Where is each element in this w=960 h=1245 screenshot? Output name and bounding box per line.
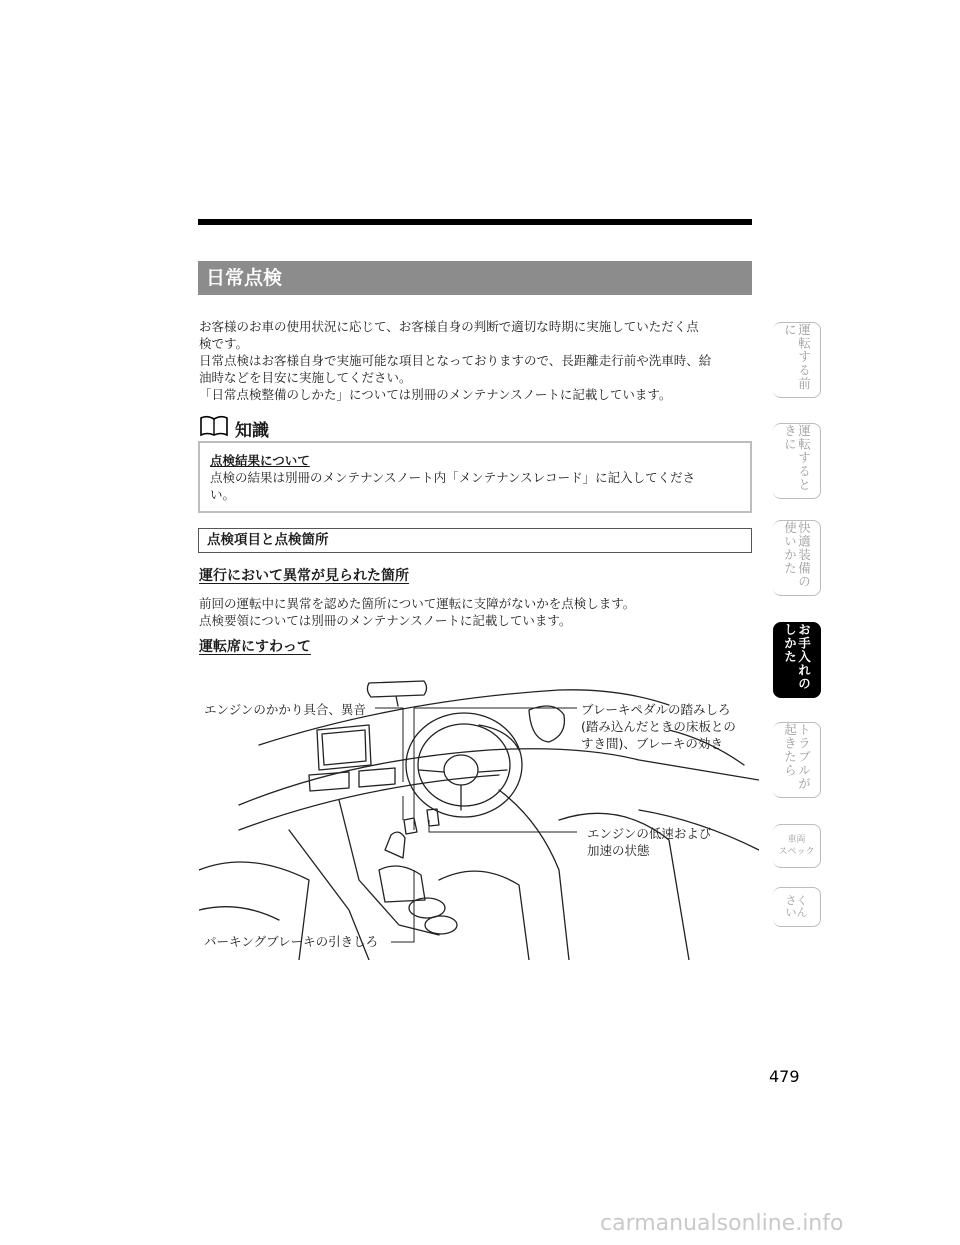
side-tab-before-driving[interactable] <box>773 322 821 398</box>
abnormal-line: 点検要領については別冊のメンテナンスノートに記載しています。 <box>199 613 572 628</box>
side-tab-label: 運転する前に <box>782 323 812 391</box>
side-tab-label: 快適装備の使いかた <box>782 521 812 589</box>
side-tab-specs[interactable] <box>773 824 821 868</box>
knowledge-heading: 点検結果について <box>210 453 310 468</box>
callout-engine-idle <box>587 825 711 859</box>
callout-parking-brake: パーキングブレーキの引きしろ <box>204 934 379 949</box>
section-title: 日常点検 <box>198 261 752 295</box>
callout-line: ブレーキペダルの踏みしろ <box>581 702 731 717</box>
side-tab-label: トラブルが起きたら <box>782 723 812 791</box>
side-tab-index[interactable] <box>773 887 821 927</box>
abnormal-line: 前回の運転中に異常を認めた箇所について運転に支障がないかを点検します。 <box>199 596 636 611</box>
intro-line: お客様のお車の使用状況に応じて、お客様自身の判断で適切な時期に実施していただく点 <box>199 319 699 334</box>
side-tab-label: 運転するときに <box>782 424 812 492</box>
knowledge-title <box>199 416 269 440</box>
side-tab-label: スペック <box>778 847 815 857</box>
side-tab-label: 車両 <box>787 835 806 845</box>
abnormal-text <box>199 595 635 629</box>
side-tab-label: さく <box>785 894 808 907</box>
callout-brake-pedal <box>581 701 736 752</box>
side-tab-maintenance[interactable] <box>773 622 821 698</box>
intro-line: 油時などを目安に実施してください。 <box>199 370 412 385</box>
top-rule <box>198 219 752 225</box>
knowledge-line: 点検の結果は別冊のメンテナンスノート内「メンテナンスレコード」に記入してくださ <box>210 470 696 485</box>
side-tab-while-driving[interactable] <box>773 423 821 499</box>
heading-driver-seat: 運転席にすわって <box>199 639 311 655</box>
side-tab-label: お手入れのしかた <box>782 623 812 691</box>
callout-line: 加速の状態 <box>587 843 650 858</box>
side-tab-index-label <box>786 895 808 919</box>
side-tab-comfort-equipment[interactable] <box>773 520 821 596</box>
page-number: 479 <box>769 1067 800 1086</box>
callout-engine-start: エンジンのかかり具合、異音 <box>204 702 366 717</box>
watermark: carmanualsonline.info <box>600 1211 844 1236</box>
intro-line: 「日常点検整備のしかた」については別冊のメンテナンスノートに記載しています。 <box>199 387 672 402</box>
side-tab-label: いん <box>785 906 808 919</box>
callout-line: エンジンの低速および <box>587 826 712 841</box>
book-icon <box>199 415 229 441</box>
intro-text <box>199 318 755 403</box>
intro-line: 検です。 <box>199 336 249 351</box>
callout-line: (踏み込んだときの床板との <box>581 719 736 734</box>
heading-abnormal: 運行において異常が見られた箇所 <box>199 568 409 584</box>
subsection-title: 点検項目と点検箇所 <box>198 528 752 553</box>
side-tab-specs-label <box>778 834 814 858</box>
knowledge-box <box>198 441 752 513</box>
intro-line: 日常点検はお客様自身で実施可能な項目となっておりますので、長距離走行前や洗車時、給 <box>199 353 712 368</box>
knowledge-title-text: 知識 <box>235 420 269 441</box>
knowledge-line: い。 <box>210 487 236 502</box>
callout-line: すき間)、ブレーキの効き <box>581 736 723 751</box>
side-tab-troubleshooting[interactable] <box>773 722 821 798</box>
